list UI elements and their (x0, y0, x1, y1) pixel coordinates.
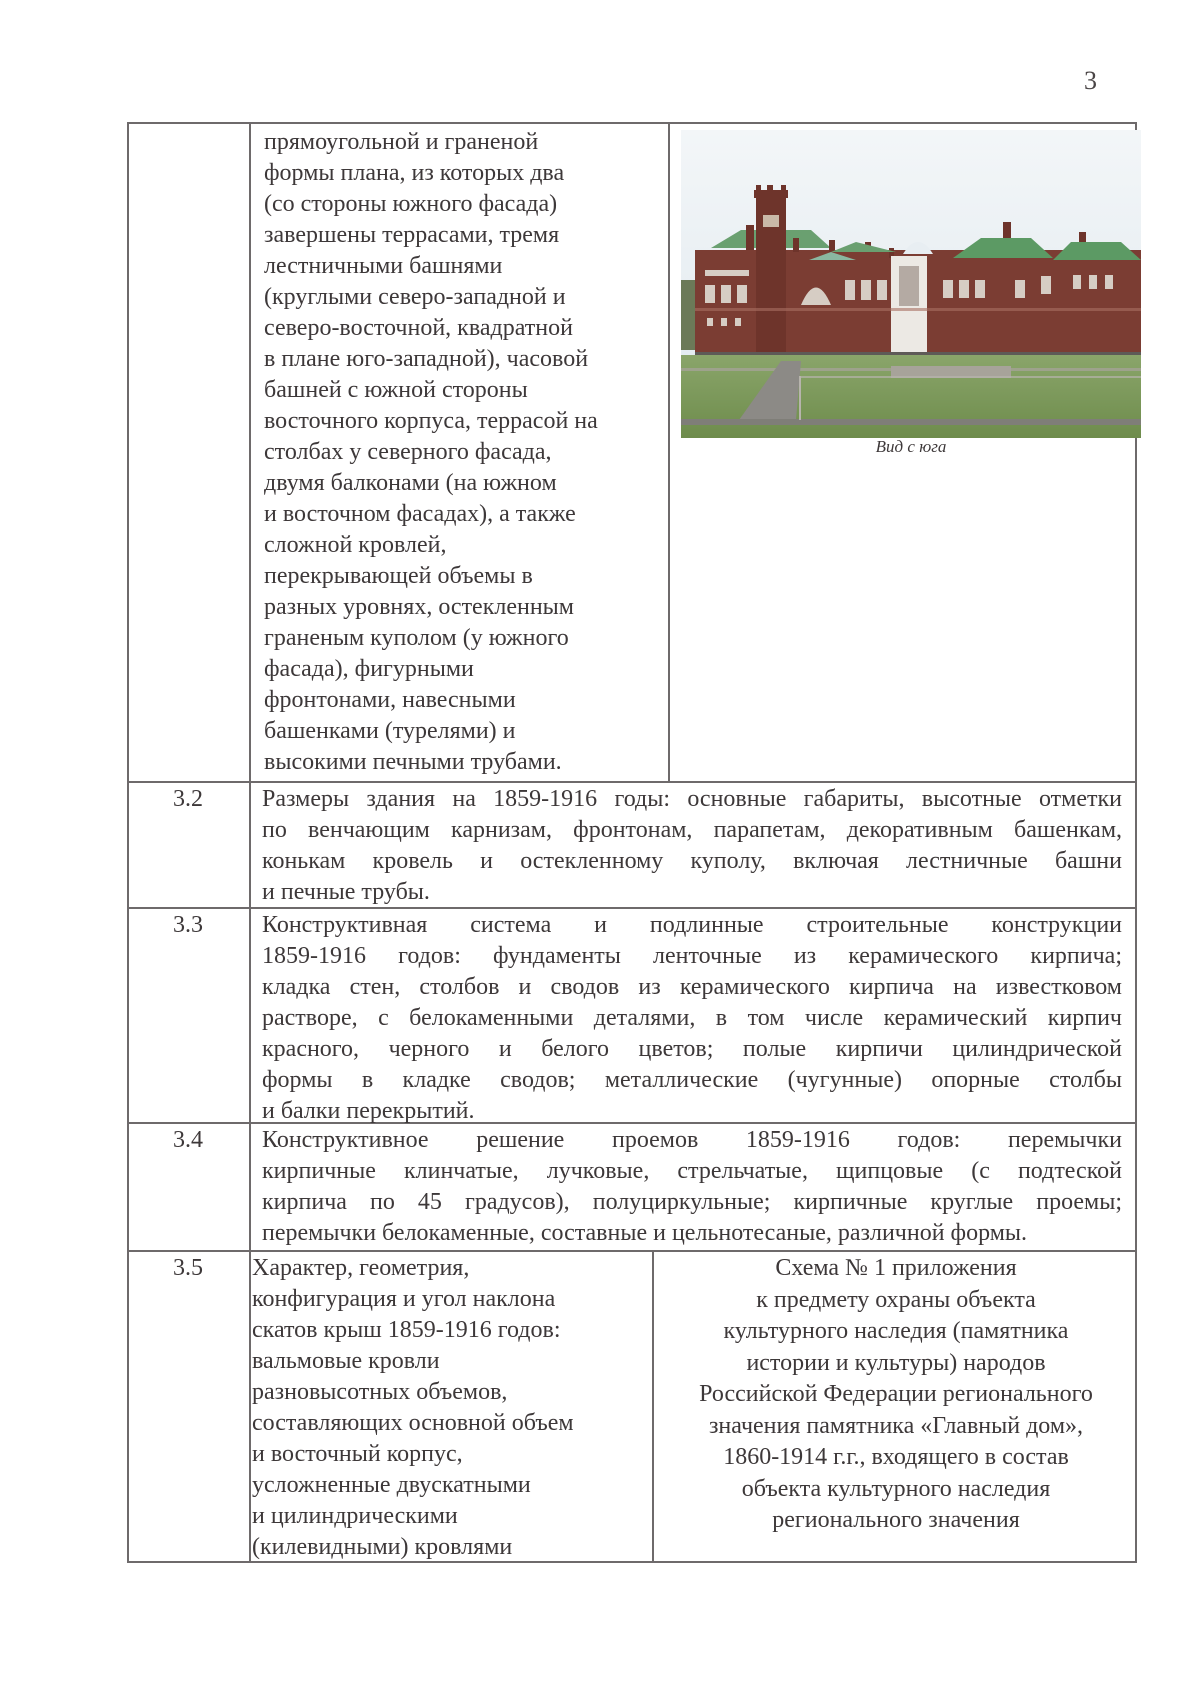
table-border-left (127, 122, 129, 1562)
text-line: культурного наследия (памятника (723, 1318, 1069, 1344)
row-3-5-left-text (252, 1253, 647, 1563)
text-line: и цилиндрическими (252, 1503, 458, 1529)
text-line: прямоугольной и граненой (264, 129, 539, 155)
row-number: 3.3 (173, 912, 203, 938)
text-line: Конструктивная система и подлинные строительные конструкции (262, 912, 1122, 938)
building-photo (681, 130, 1141, 438)
page-number: 3 (1084, 66, 1097, 95)
row-3-2-text (262, 784, 1122, 908)
text-line: истории и культуры) народов (746, 1349, 1046, 1376)
photo-caption: Вид с юга (875, 437, 947, 456)
text-line: и восточный корпус, (252, 1441, 463, 1467)
text-line: растворе, с белокаменными деталями, в том числе керамический кирпич (262, 1005, 1122, 1031)
text-line: Размеры здания на 1859-1916 годы: основные габариты, высотные отметки (262, 786, 1122, 812)
text-line: фронтонами, навесными (264, 687, 516, 713)
text-line: формы в кладке сводов; металлические (чугунные) опорные столбы (262, 1067, 1122, 1093)
text-line: сложной кровлей, (264, 532, 447, 558)
text-line: северо-восточной, квадратной (264, 315, 573, 341)
text-line: значения памятника «Главный дом», (708, 1412, 1084, 1439)
text-line: (килевидными) кровлями (252, 1534, 513, 1560)
text-line: перемычки белокаменные, составные и цельнотесаные, различной формы. (262, 1220, 1028, 1246)
text-line: разных уровнях, остекленным (264, 594, 574, 620)
text-line: башней с южной стороны (264, 377, 528, 403)
row-number: 3.5 (173, 1255, 203, 1281)
text-line: объекта культурного наследия (741, 1475, 1051, 1502)
text-line: (круглыми северо-западной и (264, 284, 566, 310)
text-line: формы плана, из которых два (264, 160, 565, 186)
text-line: кирпича по 45 градусов), полуциркульные; кирпичные круглые проемы; (262, 1189, 1122, 1215)
text-line: разновысотных объемов, (252, 1379, 508, 1405)
scheme-column-divider (652, 1250, 654, 1562)
text-line: регионального значения (772, 1507, 1020, 1533)
text-line: по венчающим карнизам, фронтонам, парапетам, декоративным башенкам, (262, 817, 1122, 843)
text-line: высокими печными трубами. (264, 749, 562, 775)
row-3-3-text (262, 910, 1122, 1127)
row-divider-3-2 (127, 781, 1137, 783)
text-line: восточного корпуса, террасой на (264, 408, 598, 434)
text-line: и балки перекрытий. (262, 1098, 475, 1124)
row-number: 3.2 (173, 786, 203, 812)
text-line: и восточном фасадах), а также (264, 501, 576, 527)
table-border-top (127, 122, 1137, 124)
number-column-divider (249, 122, 251, 1562)
text-line: (со стороны южного фасада) (264, 191, 558, 217)
text-line: кладка стен, столбов и сводов из керамического кирпича на известковом (262, 974, 1122, 1000)
text-line: двумя балконами (на южном (264, 470, 557, 496)
row-divider-3-5 (127, 1250, 1137, 1252)
text-line: граненым куполом (у южного (264, 625, 569, 651)
text-line: столбах у северного фасада, (264, 439, 552, 465)
text-line: башенками (турелями) и (264, 718, 516, 744)
image-column-divider (668, 122, 670, 782)
text-line: Российской Федерации регионального (699, 1381, 1093, 1407)
text-line: составляющих основной объем (252, 1410, 574, 1436)
scheme-reference (656, 1253, 1136, 1537)
text-line: кирпичные клинчатые, лучковые, стрельчатые, щипцовые (с подтеской (262, 1158, 1122, 1184)
row-number: 3.4 (173, 1127, 203, 1153)
text-line: фасада), фигурными (264, 656, 474, 682)
text-line: конькам кровель и остекленному куполу, включая лестничные башни (262, 848, 1122, 874)
text-line: в плане юго-западной), часовой (264, 346, 589, 372)
text-line: усложненные двускатными (252, 1472, 531, 1498)
text-line: к предмету охраны объекта (756, 1286, 1036, 1313)
text-line: 1859-1916 годов: фундаменты ленточные из керамического кирпича; (262, 943, 1122, 969)
row-3-1-text (264, 127, 664, 778)
text-line: вальмовые кровли (252, 1348, 440, 1374)
text-line: скатов крыш 1859-1916 годов: (252, 1317, 561, 1343)
text-line: и печные трубы. (262, 879, 430, 905)
text-line: завершены террасами, тремя (264, 222, 560, 248)
scheme-title: Схема № 1 приложения (775, 1255, 1017, 1281)
text-line: лестничными башнями (264, 253, 503, 279)
text-line: Характер, геометрия, (252, 1255, 470, 1281)
text-line: 1860-1914 г.г., входящего в состав (723, 1444, 1069, 1470)
text-line: Конструктивное решение проемов 1859-1916 годов: перемычки (262, 1127, 1122, 1153)
row-3-4-text (262, 1125, 1122, 1249)
text-line: перекрывающей объемы в (264, 563, 533, 589)
text-line: конфигурация и угол наклона (252, 1286, 556, 1312)
text-line: красного, черного и белого цветов; полые кирпичи цилиндрической (262, 1036, 1122, 1062)
manor-house-illustration (681, 130, 1141, 438)
